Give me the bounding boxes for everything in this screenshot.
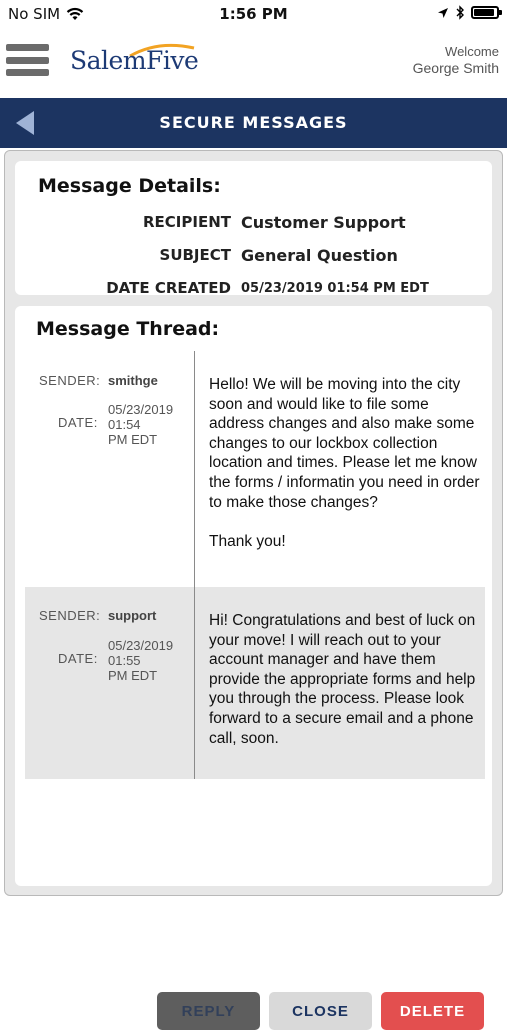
message-meta	[25, 351, 195, 587]
salem-five-logo	[70, 42, 200, 82]
hamburger-icon[interactable]	[6, 44, 49, 76]
sender-value: support	[108, 608, 157, 623]
message-meta	[25, 587, 195, 779]
location-arrow-icon	[437, 7, 449, 19]
title-bar	[0, 98, 507, 148]
date-value	[108, 402, 193, 447]
welcome-message	[413, 44, 499, 76]
date-line: PM EDT	[108, 432, 158, 447]
delete-button[interactable]: DELETE	[381, 992, 484, 1030]
page-title: SECURE MESSAGES	[159, 113, 348, 132]
subject-value: General Question	[241, 246, 398, 265]
date-value	[108, 638, 193, 683]
recipient-value: Customer Support	[241, 213, 406, 232]
message-panel	[4, 150, 503, 1020]
date-line: 05/23/2019	[108, 638, 174, 653]
message-body: Hello! We will be moving into the city soon and would like to file some address changes and also make some changes to our lockbox collection location and times. Please let me know the forms / informatin you need in order to make those changes? Thank you!	[209, 376, 480, 550]
message-details-card	[15, 161, 492, 295]
message-body: Hi! Congratulations and best of luck on your move! I will reach out to your account manager and have them provide the appropriate forms and help you through the process. Please look forward to a secure email and a phone call, soon.	[209, 612, 476, 747]
thread-heading: Message Thread:	[36, 318, 220, 340]
action-buttons	[15, 992, 492, 1030]
sender-label: SENDER:	[39, 373, 101, 388]
date-line: PM EDT	[108, 668, 158, 683]
date-label: DATE:	[58, 651, 98, 666]
carrier-label: No SIM	[8, 5, 61, 23]
subject-row	[15, 246, 492, 270]
close-button[interactable]: CLOSE	[269, 992, 372, 1030]
recipient-row	[15, 213, 492, 237]
date-line: 01:55	[108, 653, 141, 668]
message-thread-card	[15, 306, 492, 1020]
sender-label: SENDER:	[39, 608, 101, 623]
date-line: 01:54	[108, 417, 141, 432]
battery-icon	[471, 6, 499, 19]
user-name: George Smith	[412, 60, 499, 76]
details-heading: Message Details:	[38, 175, 221, 197]
status-right	[437, 5, 499, 20]
bluetooth-icon	[455, 5, 465, 20]
status-bar	[0, 0, 507, 28]
date-line: 05/23/2019	[108, 402, 174, 417]
date-label: DATE:	[58, 415, 98, 430]
thread-message	[25, 351, 485, 587]
reply-button[interactable]: REPLY	[157, 992, 260, 1030]
subject-label: SUBJECT	[159, 246, 231, 264]
thread-message	[25, 587, 485, 779]
app-header	[0, 28, 507, 98]
clock: 1:56 PM	[219, 5, 288, 23]
date-created-value: 05/23/2019 01:54 PM EDT	[241, 281, 429, 296]
logo-text: SalemFive	[70, 46, 199, 75]
date-created-label: DATE CREATED	[106, 279, 231, 297]
welcome-label: Welcome	[445, 44, 499, 59]
sender-value: smithge	[108, 373, 158, 388]
date-created-row	[15, 279, 492, 299]
battery-fill	[474, 9, 494, 16]
recipient-label: RECIPIENT	[143, 213, 231, 231]
